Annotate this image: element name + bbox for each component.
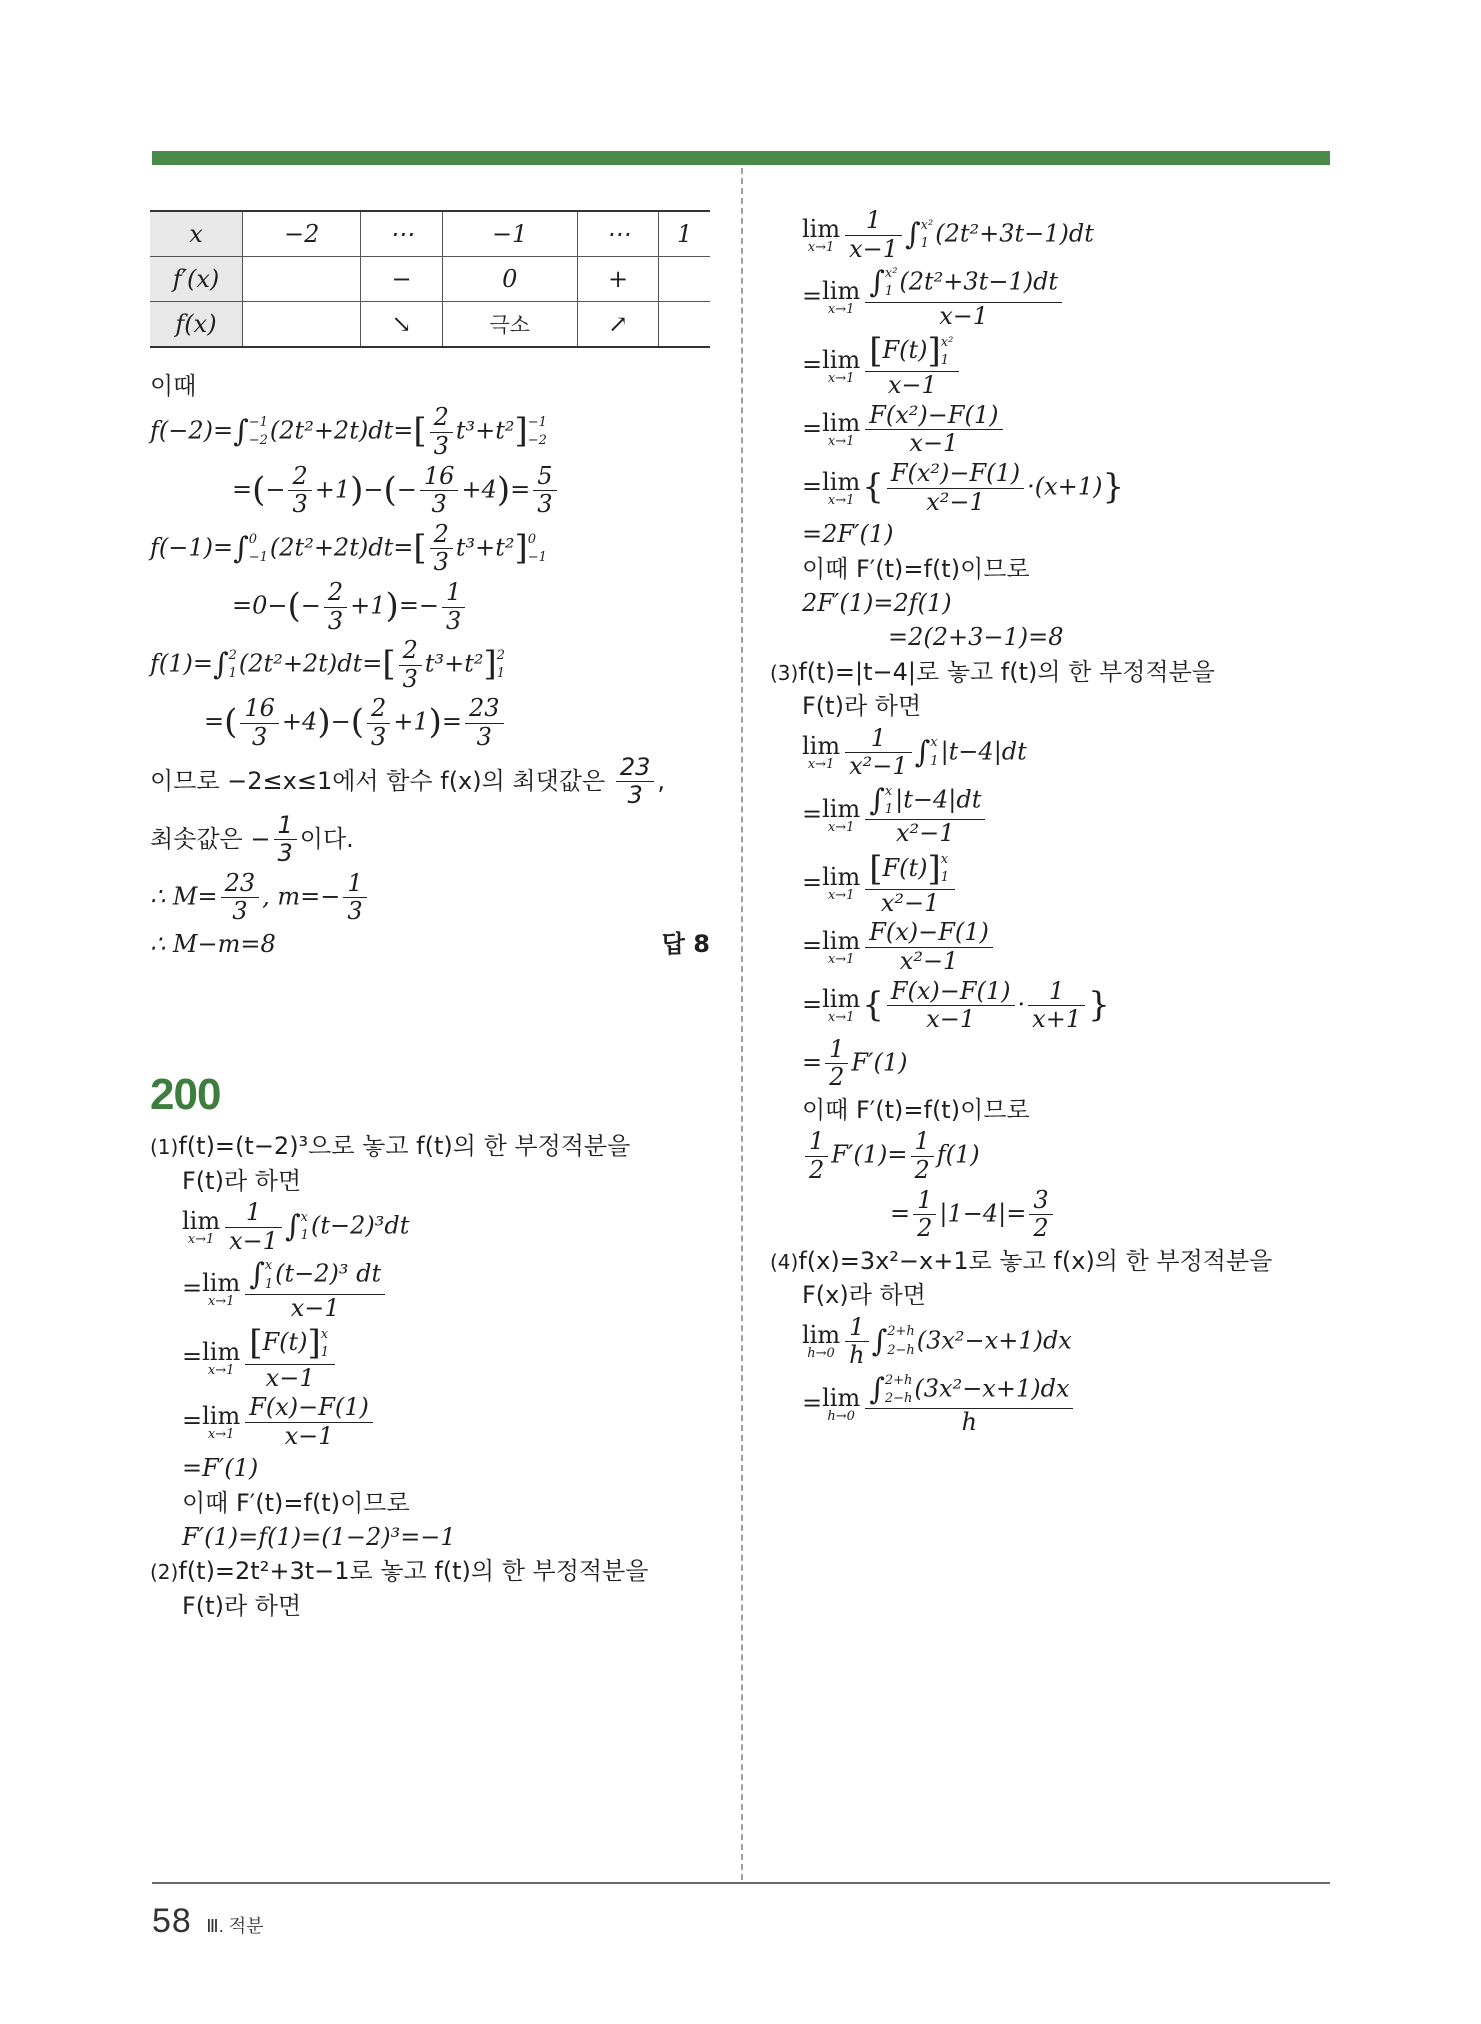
equation: = lim x→1 $\frac{F(x)-F(1)}{\text{x²−1}}$ — [802, 919, 1330, 975]
part-label: (3) — [770, 660, 799, 685]
equation: = $\frac{1}{2}$ |1−4|= $\frac{3}{2}$ — [890, 1187, 1330, 1243]
top-green-bar — [152, 151, 1330, 165]
note-line: 이때 F′(t)=f(t)이므로 — [182, 1488, 410, 1517]
table-header: x — [150, 211, 243, 257]
table-cell: − — [361, 257, 442, 302]
equation-f-m2: f(−2)=∫ −1 −2 (2t²+2t)dt=[ $\frac{2}{3}$ t³+t²] −1 −2 — [150, 403, 547, 460]
table-cell: ↘ — [361, 302, 442, 348]
part-4-statement — [770, 1245, 1330, 1277]
note-line: 이때 F′(t)=f(t)이므로 — [802, 554, 1030, 583]
equation-f-m2-eval: =(− $\frac{2}{3}$ +1)−(− $\frac{16}{3}$ +4)= $\frac{5}{3}$ — [232, 463, 720, 519]
right-column — [770, 205, 1330, 1439]
table-row — [150, 211, 710, 257]
part-text: f(t)=|t−4|로 놓고 f(t)의 한 부정적분을 — [798, 657, 1215, 686]
text-line: 이때 — [150, 372, 197, 400]
page-number: 58 — [152, 1902, 192, 1940]
equation: =2(2+3−1)=8 — [888, 623, 1064, 652]
equation: = lim x→1 $\frac{F(x)-F(1)}{x-1}$ — [182, 1394, 720, 1450]
therefore-line: ∴ M= $\frac{23}{3}$ , m=− $\frac{1}{3}$ — [150, 870, 720, 926]
equation: =2F′(1) — [802, 520, 894, 549]
page-footer — [152, 1902, 263, 1941]
part-text: F(t)라 하면 — [182, 1166, 302, 1195]
table-cell — [243, 302, 361, 348]
equation-f-1: f(1)=∫ 2 1 (2t²+2t)dt=[ $\frac{2}{3}$ t³+t²] 2 1 — [150, 636, 506, 693]
part-1-statement — [150, 1130, 720, 1162]
table-cell: 1 — [659, 211, 710, 257]
table-cell: −1 — [442, 211, 577, 257]
equation: F′(1)=f(1)=(1−2)³=−1 — [182, 1523, 456, 1552]
part-2-statement — [150, 1555, 720, 1587]
equation: lim x→1 $\frac{1}{\text{x²−1}}$ ∫ x 1 |t−4|dt — [802, 723, 1027, 781]
table-cell: 극소 — [442, 302, 577, 348]
bottom-rule — [152, 1882, 1330, 1884]
equation: = lim x→1 [F(t)] x 1 x−1 — [182, 1324, 720, 1392]
equation: = lim x→1 [F(t)] x 1 x²−1 — [802, 850, 1330, 918]
part-text: f(t)=(t−2)³으로 놓고 f(t)의 한 부정적분을 — [178, 1132, 631, 1161]
equation-f-m1-eval: =0−(− $\frac{2}{3}$ +1)=− $\frac{1}{3}$ — [232, 579, 720, 635]
left-column — [150, 210, 720, 1624]
equation: = lim x→1 ∫ x² 1 (2t²+3t−1)dt x−1 — [802, 265, 1330, 330]
equation: = lim x→1 ∫ x 1 (t−2)³ dt x−1 — [182, 1257, 720, 1322]
table-cell: ⋯ — [577, 211, 658, 257]
conclusion-text: 이다. — [299, 824, 354, 853]
equation: $\frac{1}{2}$ F′(1)= $\frac{1}{2}$ f(1) — [802, 1128, 1330, 1184]
table-cell — [243, 257, 361, 302]
part-text: F(t)라 하면 — [182, 1591, 302, 1620]
equation: = lim x→1 { $\frac{\text{F(x²)−F(1)}}{\text{x²−1}}$ ·(x+1)} — [802, 459, 1125, 516]
equation: = lim x→1 ∫ x 1 |t−4|dt x²−1 — [802, 783, 1330, 848]
table-cell: + — [577, 257, 658, 302]
equation: lim x→1 $\frac{1}{x-1}$ ∫ x 1 (t−2)³dt — [182, 1198, 410, 1255]
part-label: (2) — [150, 1560, 179, 1585]
part-text: F(t)라 하면 — [802, 692, 922, 721]
table-cell: ↗ — [577, 302, 658, 348]
table-header: f′(x) — [150, 257, 243, 302]
part-text: f(t)=2t²+3t−1로 놓고 f(t)의 한 부정적분을 — [178, 1557, 649, 1586]
part-text: f(x)=3x²−x+1로 놓고 f(x)의 한 부정적분을 — [798, 1246, 1273, 1275]
conclusion-line: 이므로 −2≤x≤1에서 함수 f(x)의 최댓값은 $\frac{23}{3}$ , — [150, 752, 666, 810]
equation: = lim x→1 { $\frac{F(x)-F(1)}{x-1}$ · $\frac{1}{x+1}$ } — [802, 976, 1110, 1034]
column-divider — [741, 168, 743, 1880]
equation-f-1-eval: =( $\frac{16}{3}$ +4)−( $\frac{2}{3}$ +1)= $\frac{23}{3}$ — [204, 695, 720, 751]
equation: = lim x→1 [F(t)] x² 1 x−1 — [802, 332, 1330, 400]
therefore-result: ∴ M−m=8 — [150, 930, 276, 959]
conclusion-text: 이므로 −2≤x≤1에서 함수 f(x)의 최댓값은 — [150, 766, 606, 795]
equation: lim h→0 $\frac{1}{h}$ ∫ 2+h 2−h (3x²−x+1)dx — [802, 1312, 1072, 1370]
part-3-statement — [770, 656, 1330, 688]
conclusion-text: 최솟값은 — [150, 824, 243, 853]
table-header: f(x) — [150, 302, 243, 348]
table-cell: ⋯ — [361, 211, 442, 257]
variation-table — [150, 210, 710, 348]
equation: lim x→1 $\frac{1}{x-1}$ ∫ x² 1 (2t²+3t−1)dt — [802, 206, 1094, 263]
problem-number: 200 — [150, 1070, 221, 1120]
note-line: 이때 F′(t)=f(t)이므로 — [802, 1095, 1030, 1124]
answer-label: 답 8 — [661, 930, 710, 959]
equation: = lim h→0 ∫ 2+h 2−h (3x²−x+1)dx h — [802, 1372, 1330, 1437]
table-row — [150, 257, 710, 302]
equation: =F′(1) — [182, 1454, 259, 1483]
equation: = $\frac{1}{2}$ F′(1) — [802, 1034, 908, 1092]
answer-line — [150, 928, 710, 960]
table-cell: 0 — [442, 257, 577, 302]
table-cell — [659, 257, 710, 302]
part-label: (4) — [770, 1249, 799, 1274]
table-cell — [659, 302, 710, 348]
conclusion-line: 최솟값은 − $\frac{1}{3}$ 이다. — [150, 810, 354, 868]
equation-f-m1: f(−1)=∫ 0 −1 (2t²+2t)dt=[ $\frac{2}{3}$ t³+t²] 0 −1 — [150, 519, 547, 577]
part-label: (1) — [150, 1135, 179, 1160]
table-cell: −2 — [243, 211, 361, 257]
table-row — [150, 302, 710, 348]
equation: = lim x→1 $\frac{\text{F(x²)−F(1)}}{x-1}$ — [802, 402, 1330, 458]
part-text: F(x)라 하면 — [802, 1281, 926, 1310]
chapter-label: Ⅲ. 적분 — [206, 1916, 264, 1936]
equation: 2F′(1)=2f(1) — [802, 589, 952, 617]
